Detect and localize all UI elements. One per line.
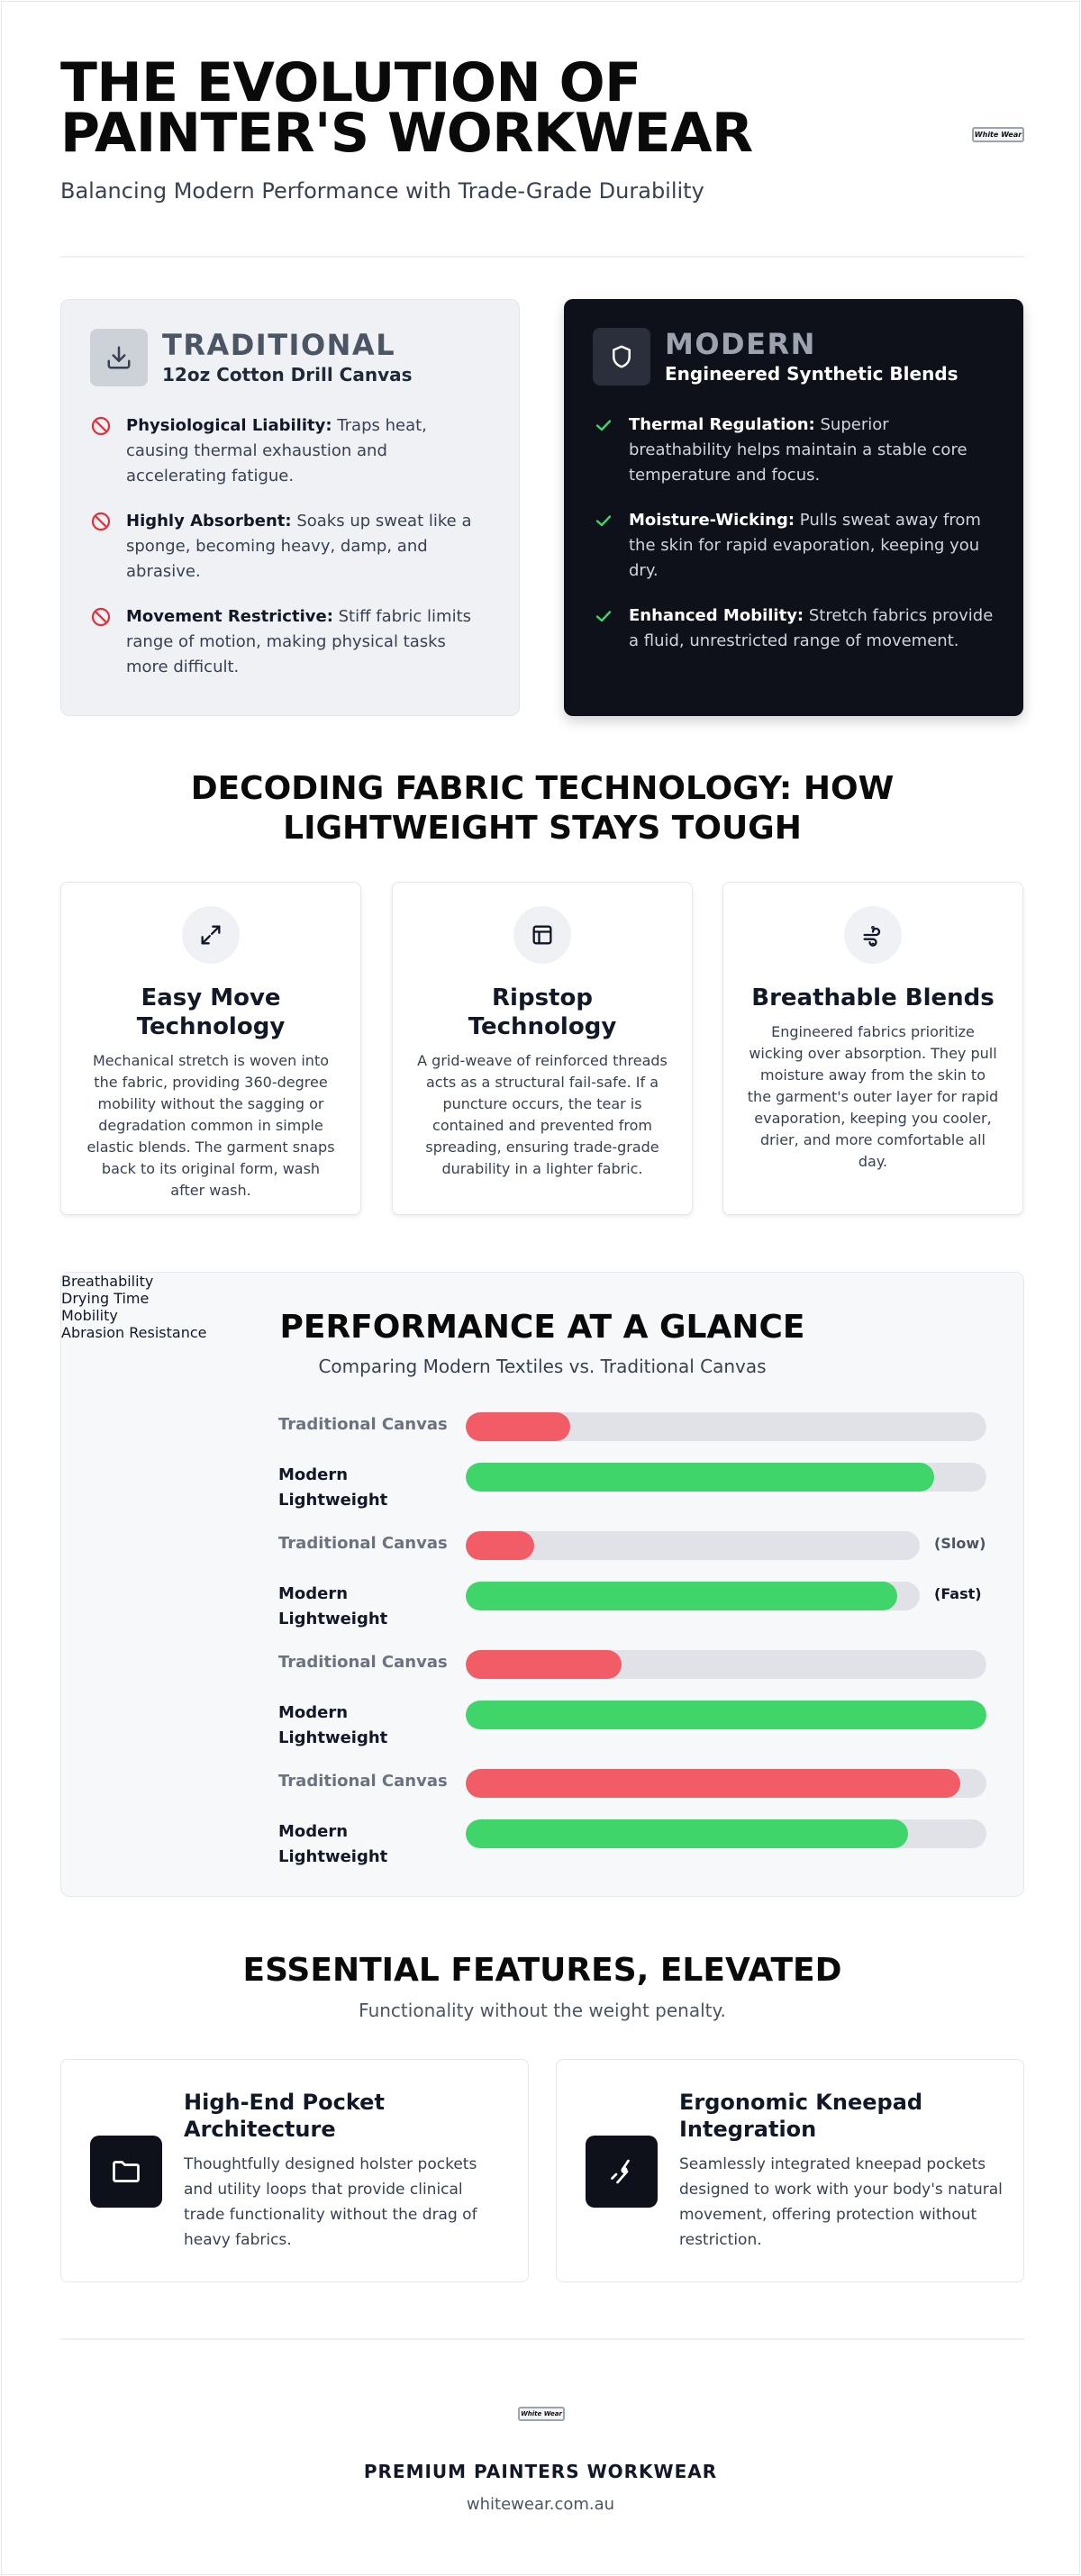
modern-bar-row (278, 1701, 999, 1747)
brand-logo (972, 127, 1024, 142)
modern-bar-row (278, 1582, 999, 1628)
tech-card-text: A grid-weave of reinforced threads acts as a structural fail-safe. If a puncture occurs, the tear is contained and prevented from spreading, ensuring trade-grade durability in a lighter fabric. (417, 1052, 668, 1177)
metric-name: Drying Time (61, 1290, 150, 1307)
modern-label: MODERN (665, 327, 816, 361)
footer-logo (518, 2407, 565, 2421)
check-icon (593, 603, 618, 654)
point-text: Pulls sweat away from the skin for rapid evaporation, keeping you dry. (629, 511, 981, 580)
traditional-bar-row (278, 1531, 999, 1564)
point-title: Physiological Liability: (126, 416, 332, 435)
modern-bar (466, 1819, 908, 1848)
bar-track (466, 1582, 920, 1610)
feature-card-pockets (60, 2059, 529, 2282)
traditional-bar (466, 1531, 534, 1560)
traditional-bar-row (278, 1650, 999, 1683)
layout-grid-icon (513, 906, 571, 964)
traditional-point (90, 413, 490, 489)
logo-text: White Wear (974, 131, 1022, 139)
feature-text: Seamlessly integrated kneepad pockets designed to work with your body's natural movement, offering protection without restriction. (679, 2155, 1003, 2249)
download-icon (90, 329, 148, 386)
tech-card-easy-move (60, 882, 361, 1215)
point-text: Superior breathability helps maintain a stable core temperature and focus. (629, 415, 967, 485)
prohibited-icon (90, 604, 115, 680)
prohibited-icon (90, 413, 115, 489)
modern-bar (466, 1701, 986, 1729)
traditional-bar (466, 1769, 960, 1798)
prohibited-icon (90, 509, 115, 585)
performance-subtitle: Comparing Modern Textiles vs. Traditional Canvas (318, 1356, 767, 1377)
modern-bar-row (278, 1819, 999, 1866)
point-text: Stiff fabric limits range of motion, making physical tasks more difficult. (126, 607, 472, 676)
point-title: Enhanced Mobility: (629, 606, 804, 625)
bar-track (466, 1463, 986, 1492)
bar-label: Modern Lightweight (278, 1822, 388, 1866)
bar-label: Traditional Canvas (278, 1415, 448, 1434)
shield-icon (593, 328, 650, 385)
point-title: Highly Absorbent: (126, 512, 292, 531)
footer-url[interactable]: whitewear.com.au (466, 2495, 615, 2514)
bar-track (466, 1769, 986, 1798)
tech-card-ripstop (392, 882, 693, 1215)
feature-title: Ergonomic Kneepad Integration (679, 2090, 923, 2142)
bar-track (466, 1531, 920, 1560)
bar-note: (Fast) (934, 1585, 982, 1602)
bar-label: Traditional Canvas (278, 1772, 448, 1791)
feature-card-kneepad (556, 2059, 1024, 2282)
bar-label: Traditional Canvas (278, 1534, 448, 1553)
folder-icon (90, 2136, 162, 2208)
footer-brand: PREMIUM PAINTERS WORKWEAR (363, 2461, 718, 2482)
page-title: THE EVOLUTION OF PAINTER'S WORKWEAR (60, 51, 753, 165)
bar-label: Modern Lightweight (278, 1703, 388, 1747)
performance-title: PERFORMANCE AT A GLANCE (279, 1309, 805, 1346)
feature-text: Thoughtfully designed holster pockets and utility loops that provide clinical trade functionality without the drag of heavy fabrics. (184, 2155, 477, 2249)
tech-card-title: Ripstop Technology (468, 984, 617, 1040)
point-title: Movement Restrictive: (126, 607, 333, 626)
modern-bar (466, 1463, 934, 1492)
performance-panel (60, 1272, 1024, 1897)
modern-card (564, 299, 1023, 716)
tech-card-text: Engineered fabrics prioritize wicking over absorption. They pull moisture away from the skin to the garment's outer layer for rapid evaporation, keeping you cooler, drier, and more comfortable all day. (747, 1023, 999, 1170)
page-subtitle: Balancing Modern Performance with Trade-Grade Durability (60, 178, 704, 204)
point-title: Moisture-Wicking: (629, 511, 795, 530)
point-text: Stretch fabrics provide a fluid, unrestricted range of movement. (629, 606, 994, 650)
metric-name: Abrasion Resistance (61, 1324, 207, 1341)
wind-icon (844, 906, 902, 964)
header (60, 51, 1024, 204)
bar-label: Modern Lightweight (278, 1465, 388, 1510)
knee-icon (586, 2136, 658, 2208)
tech-card-title: Easy Move Technology (136, 984, 286, 1040)
bar-track (466, 1650, 986, 1679)
traditional-bar-row (278, 1412, 999, 1445)
tech-card-text: Mechanical stretch is woven into the fabric, providing 360-degree mobility without the sagging or degradation common in simple elastic blends. The garment snaps back to its original form, wash after wash. (86, 1052, 335, 1199)
traditional-bar-row (278, 1769, 999, 1801)
tech-card-breathable (722, 882, 1023, 1215)
traditional-card (60, 299, 520, 716)
modern-subtitle: Engineered Synthetic Blends (665, 363, 958, 385)
traditional-bar (466, 1412, 570, 1441)
fabric-section-title: DECODING FABRIC TECHNOLOGY: HOW LIGHTWEIGHT STAYS TOUGH (190, 770, 895, 847)
bar-track (466, 1412, 986, 1441)
logo-text: White Wear (521, 2410, 562, 2417)
divider (60, 2338, 1024, 2340)
modern-point (593, 508, 995, 584)
check-icon (593, 413, 618, 488)
bar-note: (Slow) (934, 1535, 986, 1552)
traditional-label: TRADITIONAL (162, 328, 396, 362)
traditional-point (90, 509, 490, 585)
bar-track (466, 1701, 986, 1729)
check-icon (593, 508, 618, 584)
modern-point (593, 603, 995, 654)
modern-point (593, 413, 995, 488)
expand-arrows-icon (182, 906, 240, 964)
traditional-point (90, 604, 490, 680)
metric-name: Breathability (61, 1273, 154, 1290)
point-text: Traps heat, causing thermal exhaustion and accelerating fatigue. (126, 416, 427, 485)
features-section-title: ESSENTIAL FEATURES, ELEVATED (242, 1952, 842, 1989)
traditional-subtitle: 12oz Cotton Drill Canvas (162, 364, 413, 385)
traditional-bar (466, 1650, 622, 1679)
divider (60, 256, 1024, 258)
bar-track (466, 1819, 986, 1848)
bar-label: Modern Lightweight (278, 1584, 388, 1628)
modern-bar-row (278, 1463, 999, 1510)
metric-name: Mobility (61, 1307, 118, 1324)
modern-bar (466, 1582, 897, 1610)
features-section-subtitle: Functionality without the weight penalty. (359, 2000, 726, 2021)
page (1, 1, 1080, 2575)
point-text: Soaks up sweat like a sponge, becoming heavy, damp, and abrasive. (126, 512, 472, 581)
feature-title: High-End Pocket Architecture (184, 2090, 385, 2142)
bar-label: Traditional Canvas (278, 1653, 448, 1672)
tech-card-title: Breathable Blends (751, 984, 995, 1011)
point-title: Thermal Regulation: (629, 415, 815, 434)
